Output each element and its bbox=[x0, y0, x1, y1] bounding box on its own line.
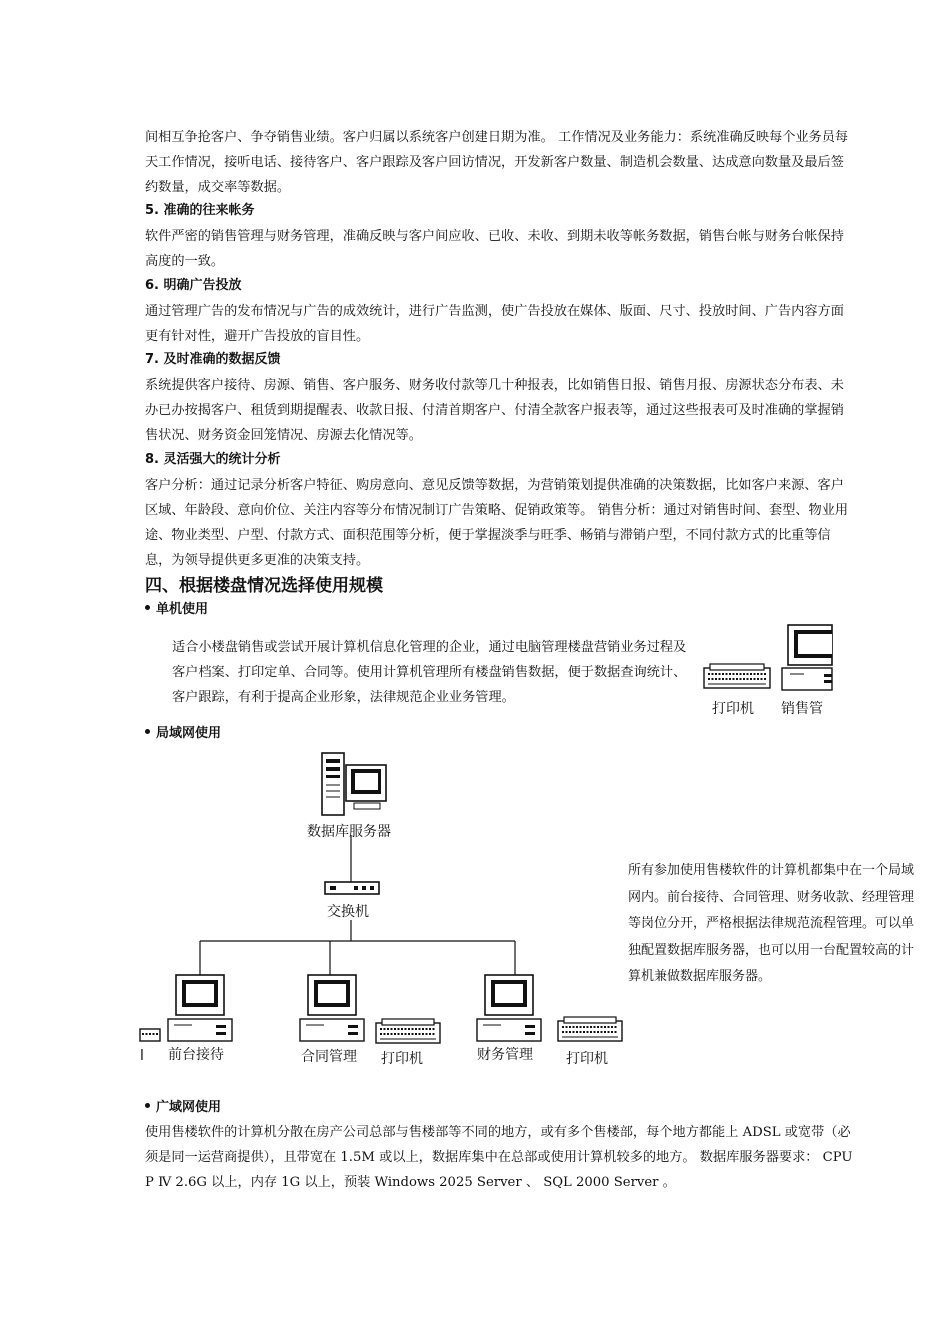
bullet-wan bbox=[145, 1098, 221, 1118]
printer-icon bbox=[704, 664, 770, 688]
label-db-server: 数据库服务器 bbox=[307, 824, 391, 840]
computer-icon bbox=[300, 975, 364, 1041]
lan-diagram bbox=[140, 745, 640, 1075]
label-finance: 财务管理 bbox=[477, 1047, 533, 1063]
printer-icon bbox=[376, 1019, 440, 1043]
section-heading-5: 5. 准确的往来帐务 bbox=[145, 203, 255, 218]
server-icon bbox=[322, 753, 386, 815]
label-switch: 交换机 bbox=[327, 904, 369, 920]
standalone-figure bbox=[700, 622, 832, 692]
switch-icon bbox=[325, 882, 379, 894]
label-printer: 打印机 bbox=[712, 701, 754, 717]
label-cut-left: l bbox=[140, 1048, 144, 1064]
section-body-6: 通过管理广告的发布情况与广告的成效统计，进行广告监测，使广告投放在媒体、版面、尺寸、投放时间、广告内容方面更有针对性，避开广告投放的盲目性。 bbox=[145, 304, 844, 344]
label-contract: 合同管理 bbox=[301, 1049, 357, 1065]
label-printer-2: 打印机 bbox=[566, 1051, 608, 1067]
bullet-lan-label: 局域网使用 bbox=[156, 726, 222, 741]
wan-body: 使用售楼软件的计算机分散在房产公司总部与售楼部等不同的地方，或有多个售楼部，每个地方都能上 ADSL 或宽带（必须是同一运营商提供），且带宽在 1.5M 或以上，数据库集中在总部或使用计算机较多的地方。 数据库服务器要求： CPU P Ⅳ 2.6G 以上，内存 1G 以上，预装 Windows 2025 Server 、 SQL 2000 Server 。 bbox=[145, 1125, 853, 1190]
printer-icon bbox=[558, 1017, 622, 1041]
bullet-standalone bbox=[145, 600, 208, 620]
section-heading-8: 8. 灵活强大的统计分析 bbox=[145, 452, 281, 467]
computer-icon bbox=[168, 975, 232, 1041]
bullet-dot bbox=[145, 729, 150, 734]
bullet-dot bbox=[145, 605, 150, 610]
computer-icon bbox=[477, 975, 541, 1041]
standalone-body: 适合小楼盘销售或尝试开展计算机信息化管理的企业，通过电脑管理楼盘营销业务过程及客户档案、打印定单、合同等。使用计算机管理所有楼盘销售数据，便于数据查询统计、客户跟踪，有利于提高企业形象，法律规范企业业务管理。 bbox=[172, 640, 687, 705]
computer-icon bbox=[782, 625, 832, 690]
label-sales: 销售管 bbox=[781, 701, 823, 717]
label-printer-1: 打印机 bbox=[381, 1051, 423, 1067]
chapter-title: 四、根据楼盘情况选择使用规模 bbox=[145, 576, 383, 596]
section-body-8: 客户分析：通过记录分析客户特征、购房意向、意见反馈等数据，为营销策划提供准确的决策数据，比如客户来源、客户区域、年龄段、意向价位、关注内容等分布情况制订广告策略、促销政策等。 销售分析：通过对销售时间、套型、物业用途、物业类型、户型、付款方式、面积范围等分析，便于掌握淡季与旺季、畅销与滞销户型，不同付款方式的比重等信息，为领导提供更多更准的决策支持。 bbox=[145, 478, 849, 568]
bullet-dot bbox=[145, 1103, 150, 1108]
section-heading-6: 6. 明确广告投放 bbox=[145, 278, 242, 293]
section-body-7: 系统提供客户接待、房源、销售、客户服务、财务收付款等几十种报表，比如销售日报、销售月报、房源状态分布表、未办已办按揭客户、租赁到期提醒表、收款日报、付清首期客户、付清全款客户报表等，通过这些报表可及时准确的掌握销售状况、财务资金回笼情况、房源去化情况等。 bbox=[145, 378, 844, 443]
label-front-desk: 前台接待 bbox=[168, 1047, 224, 1063]
bullet-lan bbox=[145, 724, 221, 744]
printer-icon bbox=[140, 1029, 160, 1041]
section-body-5: 软件严密的销售管理与财务管理，准确反映与客户间应收、已收、未收、到期未收等帐务数据，销售台帐与财务台帐保持高度的一致。 bbox=[145, 229, 844, 269]
lan-side-text: 所有参加使用售楼软件的计算机都集中在一个局域网内。前台接待、合同管理、财务收款、经理管理等岗位分开，严格根据法律规范流程管理。可以单独配置数据库服务器，也可以用一台配置较高的计算机兼做数据库服务器。 bbox=[628, 863, 915, 984]
intro-paragraph: 间相互争抢客户、争夺销售业绩。客户归属以系统客户创建日期为准。 工作情况及业务能力：系统准确反映每个业务员每天工作情况，接听电话、接待客户、客户跟踪及客户回访情况，开发新客户数量、制造机会数量、达成意向数量及最后签约数量，成交率等数据。 bbox=[145, 130, 849, 195]
bullet-standalone-label: 单机使用 bbox=[156, 602, 209, 617]
section-heading-7: 7. 及时准确的数据反馈 bbox=[145, 352, 281, 367]
bullet-wan-label: 广域网使用 bbox=[156, 1100, 222, 1115]
